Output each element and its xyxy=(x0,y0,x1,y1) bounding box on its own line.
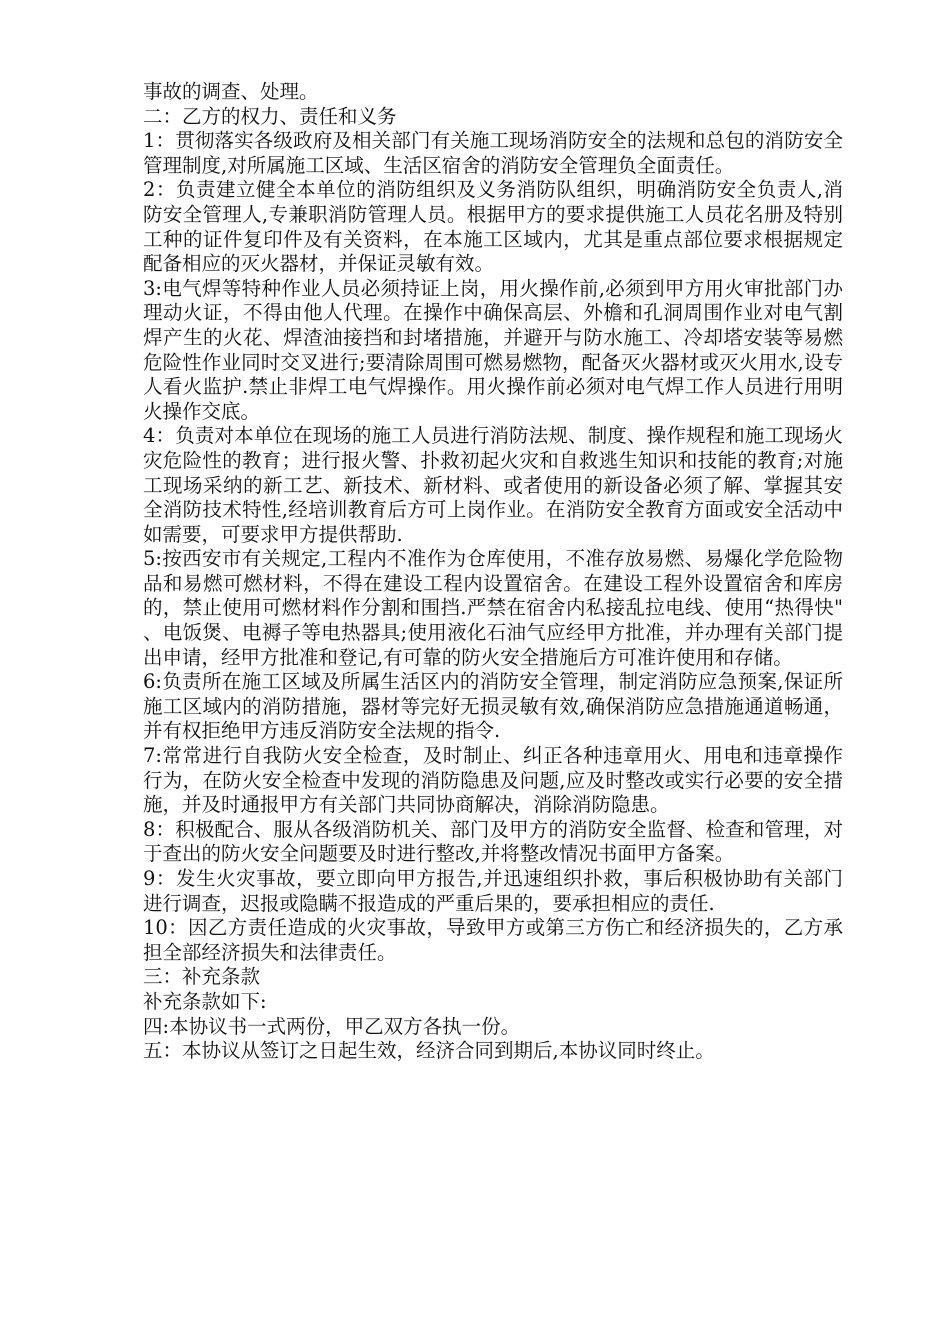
paragraph-accident-investigation: 事故的调查、处理。 xyxy=(143,80,319,103)
clause-2: 2：负责建立健全本单位的消防组织及义务消防队组织，明确消防安全负责人,消防安全管理人,专兼职消防管理人员。根据甲方的要求提供施工人员花名册及特别工种的证件复印件及有关资料，在本施工区域内，尤其是重点部位要求根据规定配备相应的灭火器材，并保证灵敏有效。 xyxy=(143,178,843,276)
clause-3: 3:电气焊等特种作业人员必须持证上岗，用火操作前,必须到甲方用火审批部门办理动火证，不得由他人代理。在操作中确保高层、外檐和孔洞周围作业对电气割焊产生的火花、焊渣油接挡和封堵措施，并避开与防水施工、冷却塔安装等易燃危险性作业同时交叉进行;要清除周围可燃易燃物，配备灭火器材或灭火用水,设专人看火监护.禁止非焊工电气焊操作。用火操作前必须对电气焊工作人员进行用明火操作交底。 xyxy=(143,276,843,423)
section-four-copies: 四:本协议书一式两份，甲乙双方各执一份。 xyxy=(143,1014,521,1038)
section-heading-supplementary: 三：补充条款 xyxy=(143,965,261,989)
clause-7: 7:常常进行自我防火安全检查，及时制止、纠正各种违章用火、用电和违章操作行为，在防火安全检查中发现的消防隐患及问题,应及时整改或实行必要的安全措施，并及时通报甲方有关部门共同协商解决，消除消防隐患。 xyxy=(143,744,843,817)
section-five-effective: 五：本协议从签订之日起生效，经济合同到期后,本协议同时终止。 xyxy=(143,1039,715,1063)
clause-8: 8：积极配合、服从各级消防机关、部门及甲方的消防安全监督、检查和管理，对于查出的防火安全问题要及时进行整改,并将整改情况书面甲方备案。 xyxy=(143,817,843,866)
clause-9: 9：发生火灾事故，要立即向甲方报告,并迅速组织扑救，事后积极协助有关部门进行调查，迟报或隐瞒不报造成的严重后果的，要承担相应的责任. xyxy=(143,867,843,915)
document-page xyxy=(143,80,843,1064)
clause-10: 10：因乙方责任造成的火灾事故，导致甲方或第三方伤亡和经济损失的，乙方承担全部经济损失和法律责任。 xyxy=(143,916,843,964)
supplementary-intro: 补充条款如下: xyxy=(143,989,267,1013)
clause-4: 4：负责对本单位在现场的施工人员进行消防法规、制度、操作规程和施工现场火灾危险性的教育；进行报火警、扑救初起火灾和自救逃生知识和技能的教育;对施工现场采纳的新工艺、新技术、新材料、或者使用的新设备必须了解、掌握其安全消防技术特性,经培训教育后方可上岗作业。在消防安全教育方面或安全活动中如需要，可要求甲方提供帮助. xyxy=(143,424,843,546)
clause-1: 1：贯彻落实各级政府及相关部门有关施工现场消防安全的法规和总包的消防安全管理制度,对所属施工区域、生活区宿舍的消防安全管理负全面责任。 xyxy=(143,129,843,177)
section-heading-party-b-duties: 二：乙方的权力、责任和义务 xyxy=(143,104,397,128)
clause-5: 5:按西安市有关规定,工程内不准作为仓库使用，不准存放易燃、易爆化学危险物品和易燃可燃材料，不得在建设工程内设置宿舍。在建设工程外设置宿舍和库房的，禁止使用可燃材料作分割和围挡.严禁在宿舍内私接乱拉电线、使用“热得快"、电饭煲、电褥子等电热器具;使用液化石油气应经甲方批准，并办理有关部门提出申请，经甲方批准和登记,有可靠的防火安全措施后方可准许使用和存储。 xyxy=(143,547,843,669)
clause-6: 6:负责所在施工区域及所属生活区内的消防安全管理，制定消防应急预案,保证所施工区域内的消防措施，器材等完好无损灵敏有效,确保消防应急措施通道畅通，并有权拒绝甲方违反消防安全法规的指令. xyxy=(143,670,843,743)
